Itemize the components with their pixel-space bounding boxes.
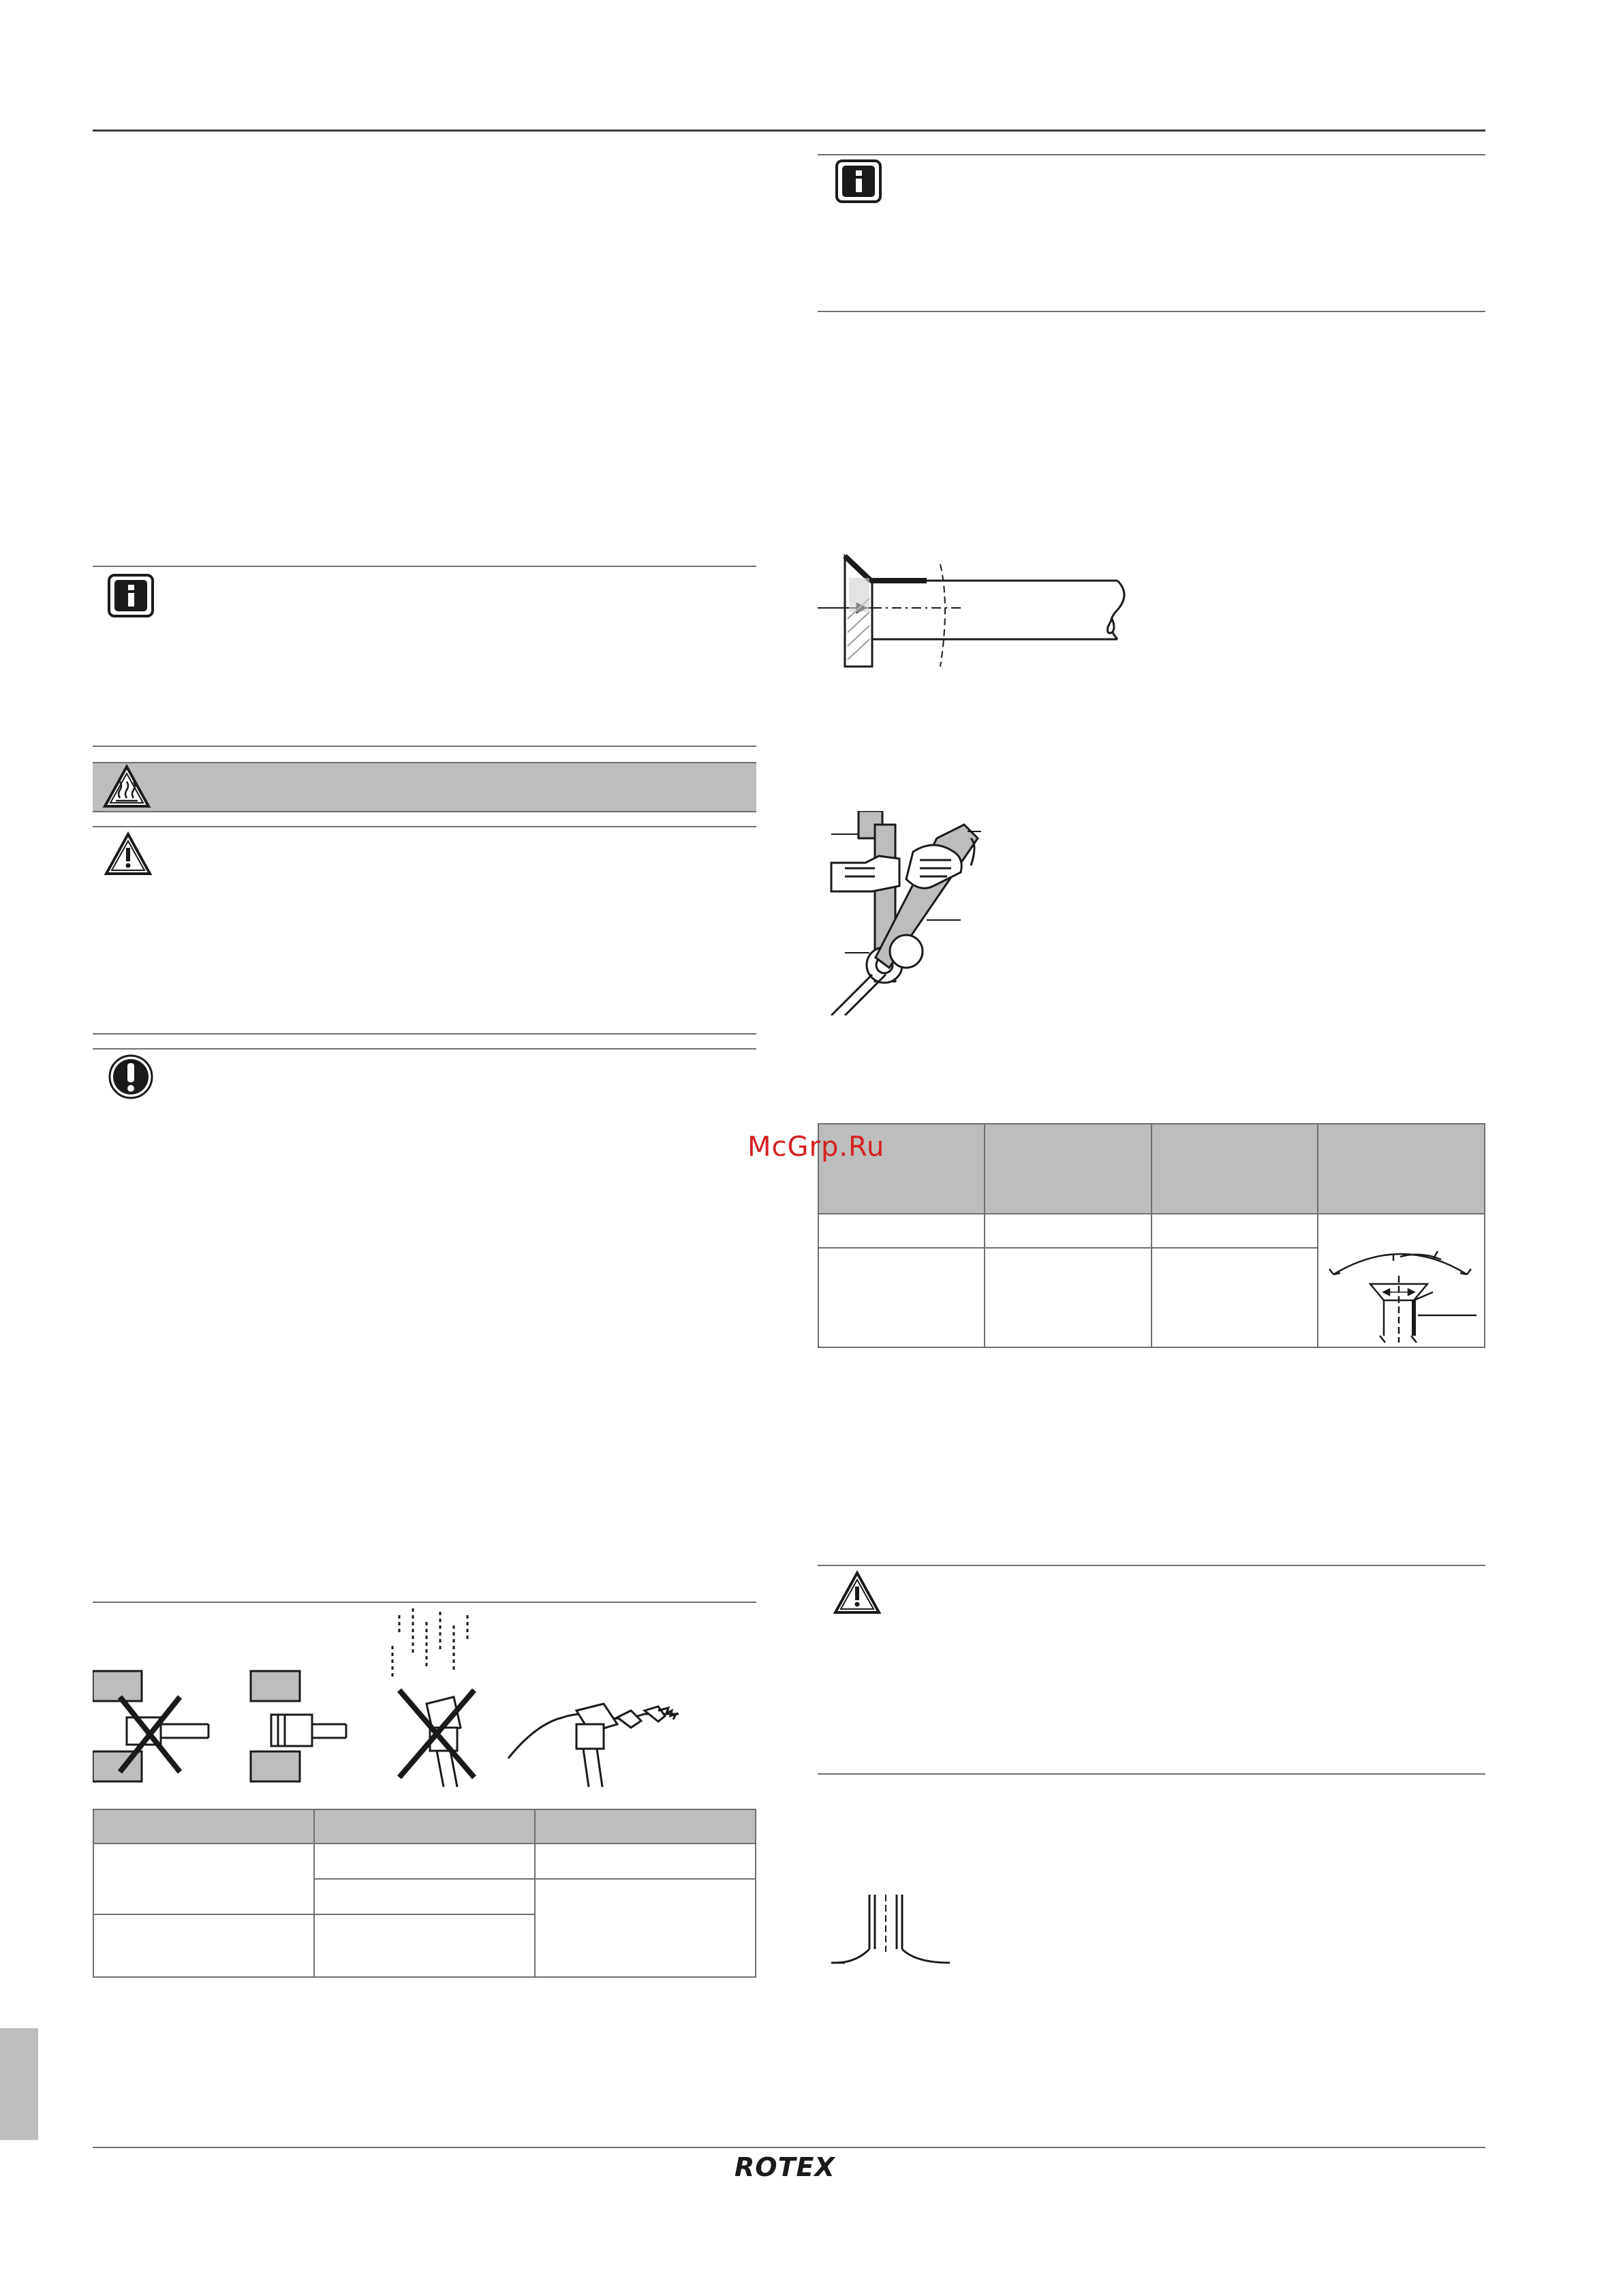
- left-table-header-cell-3: [535, 1809, 756, 1843]
- flare-dimension-diagram: [1318, 1216, 1482, 1345]
- info-icon: [835, 159, 882, 206]
- illustration-rain-crossed: [392, 1608, 474, 1787]
- exclamation-circle-icon: [108, 1054, 154, 1103]
- right-info-box-bottom-rule: [818, 311, 1485, 312]
- right-table-row: [818, 1214, 1485, 1248]
- right-table-cell: [1151, 1248, 1318, 1347]
- left-table-cell: [93, 1914, 314, 1977]
- pipe-cut-illustration: [831, 1895, 954, 1976]
- left-table-header-cell-2: [314, 1809, 535, 1843]
- left-table-cell: [535, 1843, 756, 1879]
- left-table-header-row: [93, 1809, 756, 1843]
- page-footer-rule: [93, 2147, 1485, 2148]
- left-table-cell: [314, 1879, 535, 1914]
- hot-surface-band: [93, 762, 756, 812]
- right-table-cell: [818, 1214, 985, 1248]
- flare-oil-application-illustration: [818, 551, 1145, 671]
- right-table-cell: [985, 1248, 1151, 1347]
- right-table-header-cell-4: [1318, 1124, 1485, 1214]
- caution-triangle-icon: [833, 1570, 882, 1618]
- brand-logo: ROTEX: [735, 2152, 835, 2182]
- torque-wrench-illustration: [818, 811, 1008, 1015]
- left-table-row: [93, 1843, 756, 1879]
- info-box-top-rule: [93, 566, 756, 567]
- info-box-bottom-rule: [93, 746, 756, 747]
- left-table-cell: [535, 1879, 756, 1977]
- right-table-header-cell-3: [1151, 1124, 1318, 1214]
- illustration-wall-crossed: [93, 1671, 208, 1781]
- illustration-wall-capped: [251, 1671, 346, 1781]
- left-spec-table: [93, 1809, 756, 1978]
- right-spec-table: [818, 1123, 1485, 1348]
- notice-box-top-rule: [93, 1048, 756, 1050]
- hot-surface-warning-icon: [102, 764, 151, 812]
- page-header-rule: [93, 129, 1485, 132]
- right-table-flare-dimension-cell: [1318, 1214, 1485, 1347]
- right-table-cell: [985, 1214, 1151, 1248]
- info-icon: [108, 574, 154, 620]
- flare-illustration-top-rule: [93, 1602, 756, 1603]
- right-table-header-cell-2: [985, 1124, 1151, 1214]
- flare-nut-handling-illustrations: [93, 1608, 756, 1792]
- left-table-cell: [314, 1914, 535, 1977]
- right-table-header-row: [818, 1124, 1485, 1214]
- right-caution-box-top-rule: [818, 1565, 1485, 1566]
- caution-box-bottom-rule: [93, 1033, 756, 1035]
- caution-triangle-icon: [104, 831, 153, 879]
- chapter-thumb-tab: [0, 2028, 38, 2140]
- left-table-cell: [93, 1843, 314, 1914]
- left-table-header-cell-1: [93, 1809, 314, 1843]
- right-table-cell: [1151, 1214, 1318, 1248]
- left-table-cell: [314, 1843, 535, 1879]
- right-caution-box-bottom-rule: [818, 1773, 1485, 1775]
- right-table-cell: [818, 1248, 985, 1347]
- right-info-box-top-rule: [818, 154, 1485, 155]
- watermark-text: McGrp.Ru: [747, 1131, 885, 1163]
- illustration-hand-covered: [508, 1704, 679, 1787]
- caution-box-top-rule: [93, 826, 756, 827]
